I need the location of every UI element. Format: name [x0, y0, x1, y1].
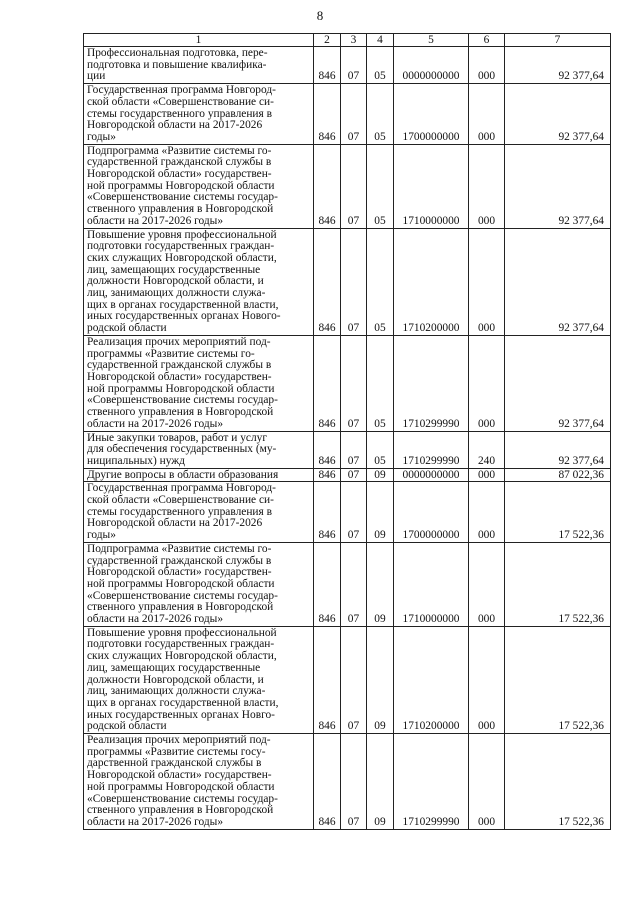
cell-code-2: 846 [314, 542, 341, 626]
cell-code-2: 846 [314, 47, 341, 84]
row-name: Государственная программа Новгород- ской области «Совершенствование си- стемы государственного управления в Новгородской области на 2017-2026 годы» [84, 84, 314, 145]
table-row [84, 228, 611, 335]
table-row [84, 335, 611, 431]
cell-code-3: 07 [341, 144, 367, 228]
cell-code-4: 09 [367, 734, 394, 830]
cell-code-5: 1700000000 [394, 482, 469, 543]
cell-code-4: 05 [367, 431, 394, 468]
cell-code-2: 846 [314, 84, 341, 145]
cell-code-5: 0000000000 [394, 468, 469, 482]
row-name: Другие вопросы в области образования [84, 468, 314, 482]
column-header: 1 [84, 34, 314, 47]
cell-code-5: 1710000000 [394, 542, 469, 626]
table-row [84, 542, 611, 626]
cell-code-5: 1710200000 [394, 626, 469, 733]
cell-code-6: 000 [469, 542, 505, 626]
cell-code-3: 07 [341, 431, 367, 468]
column-header: 6 [469, 34, 505, 47]
cell-amount: 17 522,36 [505, 542, 611, 626]
cell-code-4: 05 [367, 335, 394, 431]
cell-amount: 92 377,64 [505, 228, 611, 335]
cell-code-5: 1710200000 [394, 228, 469, 335]
budget-table [83, 33, 611, 830]
column-header: 7 [505, 34, 611, 47]
cell-amount: 92 377,64 [505, 47, 611, 84]
cell-code-3: 07 [341, 468, 367, 482]
cell-code-4: 05 [367, 84, 394, 145]
row-name: Реализация прочих мероприятий под- программы «Развитие системы госу- дарственной гражданской службы в Новгородской области» государствен- ной программы Новгородской области «Совершенствование системы государ- ственного управления в Новгородской области на 2017-2026 годы» [84, 734, 314, 830]
cell-code-2: 846 [314, 468, 341, 482]
cell-code-4: 09 [367, 626, 394, 733]
column-header: 3 [341, 34, 367, 47]
cell-code-5: 0000000000 [394, 47, 469, 84]
row-name: Государственная программа Новгород- ской области «Совершенствование си- стемы государственного управления в Новгородской области на 2017-2026 годы» [84, 482, 314, 543]
column-header: 5 [394, 34, 469, 47]
cell-code-6: 000 [469, 47, 505, 84]
cell-code-3: 07 [341, 542, 367, 626]
row-name: Иные закупки товаров, работ и услуг для обеспечения государственных (му- ниципальных) нужд [84, 431, 314, 468]
cell-code-6: 000 [469, 335, 505, 431]
cell-amount: 17 522,36 [505, 734, 611, 830]
cell-code-5: 1700000000 [394, 84, 469, 145]
cell-code-6: 000 [469, 228, 505, 335]
cell-code-6: 000 [469, 482, 505, 543]
table-row [84, 47, 611, 84]
page-number: 8 [316, 8, 324, 23]
cell-code-4: 05 [367, 228, 394, 335]
row-name: Реализация прочих мероприятий под- программы «Развитие системы го- сударственной гражданской службы в Новгородской области» государствен- ной программы Новгородской области «Совершенствование системы государ- ственного управления в Новгородской области на 2017-2026 годы» [84, 335, 314, 431]
column-header: 2 [314, 34, 341, 47]
cell-code-3: 07 [341, 626, 367, 733]
cell-amount: 17 522,36 [505, 626, 611, 733]
cell-code-2: 846 [314, 431, 341, 468]
row-name: Подпрограмма «Развитие системы го- сударственной гражданской службы в Новгородской области» государствен- ной программы Новгородской области «Совершенствование системы государ- ственного управления в Новгородской области на 2017-2026 годы» [84, 144, 314, 228]
cell-code-3: 07 [341, 335, 367, 431]
cell-code-6: 240 [469, 431, 505, 468]
cell-code-3: 07 [341, 734, 367, 830]
cell-code-3: 07 [341, 482, 367, 543]
cell-code-5: 1710299990 [394, 734, 469, 830]
table-row [84, 468, 611, 482]
row-name: Профессиональная подготовка, пере- подготовка и повышение квалифика- ции [84, 47, 314, 84]
row-name: Подпрограмма «Развитие системы го- сударственной гражданской службы в Новгородской области» государствен- ной программы Новгородской области «Совершенствование системы государ- ственного управления в Новгородской области на 2017-2026 годы» [84, 542, 314, 626]
cell-code-3: 07 [341, 47, 367, 84]
cell-code-5: 1710299990 [394, 431, 469, 468]
table-row [84, 482, 611, 543]
table-row [84, 734, 611, 830]
cell-code-4: 05 [367, 144, 394, 228]
cell-code-5: 1710299990 [394, 335, 469, 431]
cell-code-4: 09 [367, 482, 394, 543]
cell-code-6: 000 [469, 626, 505, 733]
table-row [84, 84, 611, 145]
cell-amount: 92 377,64 [505, 144, 611, 228]
cell-code-5: 1710000000 [394, 144, 469, 228]
cell-amount: 87 022,36 [505, 468, 611, 482]
table-row [84, 144, 611, 228]
row-name: Повышение уровня профессиональной подготовки государственных граждан- ских служащих Новгородской области, лиц, замещающих государственные должности Новгородской области, и лиц, занимающих должности служа- щих в органах государственной власти, иных государственных органах Нового- родской области [84, 228, 314, 335]
row-name: Повышение уровня профессиональной подготовки государственных граждан- ских служащих Новгородской области, лиц, замещающих государственные должности Новгородской области, и лиц, занимающих должности служа- щих в органах государственной власти, иных государственных органах Новго- родской области [84, 626, 314, 733]
table-row [84, 626, 611, 733]
cell-code-2: 846 [314, 228, 341, 335]
cell-amount: 17 522,36 [505, 482, 611, 543]
cell-amount: 92 377,64 [505, 84, 611, 145]
cell-code-3: 07 [341, 84, 367, 145]
cell-code-4: 05 [367, 47, 394, 84]
cell-amount: 92 377,64 [505, 335, 611, 431]
cell-code-2: 846 [314, 626, 341, 733]
cell-code-3: 07 [341, 228, 367, 335]
cell-code-4: 09 [367, 542, 394, 626]
cell-code-6: 000 [469, 468, 505, 482]
cell-code-2: 846 [314, 482, 341, 543]
cell-code-2: 846 [314, 335, 341, 431]
cell-code-2: 846 [314, 144, 341, 228]
cell-code-2: 846 [314, 734, 341, 830]
header-row [84, 34, 611, 47]
column-header: 4 [367, 34, 394, 47]
cell-amount: 92 377,64 [505, 431, 611, 468]
cell-code-6: 000 [469, 84, 505, 145]
cell-code-6: 000 [469, 734, 505, 830]
table-row [84, 431, 611, 468]
cell-code-6: 000 [469, 144, 505, 228]
cell-code-4: 09 [367, 468, 394, 482]
